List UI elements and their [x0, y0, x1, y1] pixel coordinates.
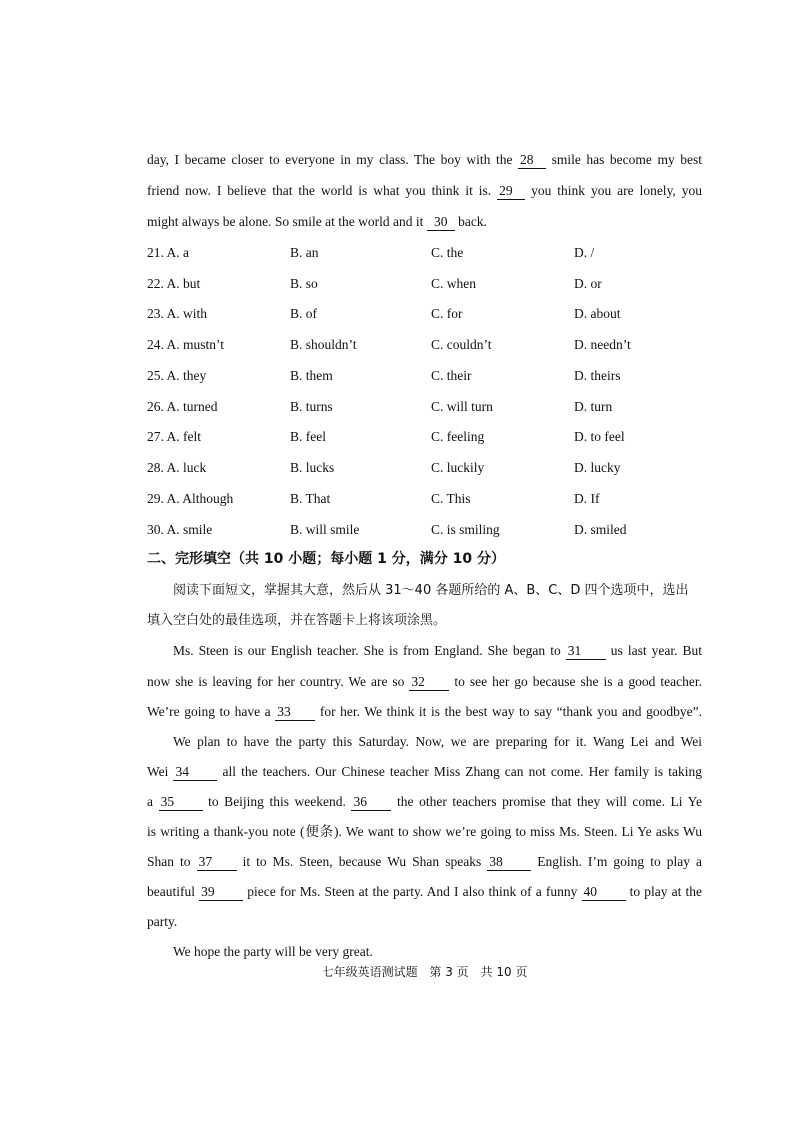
option-a: 22. A. but — [147, 276, 201, 291]
question-28-options — [147, 458, 702, 478]
passage2-p2-line4: is writing a thank-you note (便条). We want to show we’re going to miss Ms. Steen. Li Ye asks Wu — [147, 824, 702, 839]
text: a — [147, 794, 153, 809]
option-c: C. luckily — [431, 460, 485, 475]
blank-34: 34 — [173, 764, 217, 781]
option-c: C. is smiling — [431, 522, 500, 537]
option-b: B. turns — [290, 399, 333, 414]
text: the other teachers promise that they will come. Li Ye — [397, 794, 703, 809]
question-24-options — [147, 335, 702, 355]
option-d: D. turn — [574, 399, 613, 414]
passage2-p1-line1 — [173, 641, 702, 661]
text: Ms. Steen is our English teacher. She is from England. She began to — [173, 643, 561, 658]
question-27-options — [147, 427, 702, 447]
text: We’re going to have a — [147, 704, 271, 719]
question-29-options — [147, 489, 702, 509]
option-d: D. needn’t — [574, 337, 631, 352]
option-c: C. when — [431, 276, 476, 291]
option-b: B. will smile — [290, 522, 360, 537]
option-d: D. about — [574, 306, 621, 321]
blank-28: 28 — [518, 152, 546, 169]
option-b: B. That — [290, 491, 331, 506]
text: back. — [458, 214, 487, 229]
instructions-line1: 阅读下面短文，掌握其大意，然后从 31～40 各题所给的 A、B、C、D 四个选项中，选出 — [173, 583, 689, 598]
text: might always be alone. So smile at the world and it — [147, 214, 424, 229]
option-d: D. or — [574, 276, 602, 291]
option-a: 24. A. mustn’t — [147, 337, 225, 352]
blank-32: 32 — [409, 674, 449, 691]
passage2-p2-line1: We plan to have the party this Saturday. Now, we are preparing for it. Wang Lei and Wei — [173, 734, 702, 749]
option-b: B. so — [290, 276, 318, 291]
footer-title: 七年级英语测试题 — [321, 965, 418, 979]
option-b: B. them — [290, 368, 333, 383]
text: piece for Ms. Steen at the party. And I also think of a funny — [247, 884, 578, 899]
question-23-options — [147, 304, 702, 324]
passage2-p2-line5 — [147, 852, 702, 872]
passage1-line1 — [147, 150, 702, 170]
text: you think you are lonely, you — [531, 183, 703, 198]
option-a: 23. A. with — [147, 306, 208, 321]
option-c: C. for — [431, 306, 463, 321]
blank-40: 40 — [582, 884, 626, 901]
option-d: D. / — [574, 245, 595, 260]
option-c: C. feeling — [431, 429, 485, 444]
text: Wei — [147, 764, 169, 779]
option-b: B. lucks — [290, 460, 335, 475]
text: English. I’m going to play a — [537, 854, 702, 869]
blank-35: 35 — [159, 794, 203, 811]
blank-37: 37 — [197, 854, 237, 871]
text: to play at the — [629, 884, 703, 899]
blank-39: 39 — [199, 884, 243, 901]
option-a: 25. A. they — [147, 368, 207, 383]
text: to see her go because she is a good teacher. — [454, 674, 702, 689]
option-c: C. their — [431, 368, 472, 383]
option-d: D. smiled — [574, 522, 627, 537]
option-c: C. couldn’t — [431, 337, 492, 352]
blank-29: 29 — [497, 183, 525, 200]
question-30-options — [147, 520, 702, 540]
option-b: B. shouldn’t — [290, 337, 357, 352]
text: all the teachers. Our Chinese teacher Miss Zhang can not come. Her family is taking — [222, 764, 702, 779]
option-b: B. an — [290, 245, 319, 260]
passage2-p2-line6 — [147, 882, 702, 902]
option-d: D. If — [574, 491, 600, 506]
page-footer — [147, 962, 702, 982]
question-26-options — [147, 397, 702, 417]
passage1-line2 — [147, 181, 702, 201]
passage1-line3 — [147, 212, 487, 232]
blank-36: 36 — [351, 794, 391, 811]
blank-30: 30 — [427, 214, 455, 231]
option-d: D. lucky — [574, 460, 621, 475]
option-b: B. of — [290, 306, 317, 321]
passage2-p2-line7: party. — [147, 914, 178, 929]
option-b: B. feel — [290, 429, 326, 444]
passage2-p2-line3 — [147, 792, 702, 812]
text: now she is leaving for her country. We are so — [147, 674, 405, 689]
footer-page-number: 第 3 页 — [429, 965, 469, 979]
text: friend now. I believe that the world is what you think it is. — [147, 183, 492, 198]
blank-33: 33 — [275, 704, 315, 721]
passage2-p2-line2 — [147, 762, 702, 782]
passage2-p1-line3 — [147, 702, 702, 722]
passage2-p1-line2 — [147, 672, 702, 692]
option-c: C. This — [431, 491, 471, 506]
option-a: 30. A. smile — [147, 522, 213, 537]
passage2-p3: We hope the party will be very great. — [173, 944, 373, 959]
option-d: D. theirs — [574, 368, 621, 383]
footer-total-pages: 共 10 页 — [480, 965, 528, 979]
question-21-options — [147, 243, 702, 263]
instructions-line2: 填入空白处的最佳选项，并在答题卡上将该项涂黑。 — [147, 613, 447, 628]
text: to Beijing this weekend. — [208, 794, 346, 809]
text: for her. We think it is the best way to say “thank you and goodbye”. — [319, 704, 702, 719]
option-d: D. to feel — [574, 429, 625, 444]
text: beautiful — [147, 884, 195, 899]
text: smile has become my best — [551, 152, 703, 167]
blank-38: 38 — [487, 854, 531, 871]
option-a: 27. A. felt — [147, 429, 201, 444]
question-22-options — [147, 274, 702, 294]
blank-31: 31 — [566, 643, 606, 660]
option-a: 28. A. luck — [147, 460, 207, 475]
section-title: 二、完形填空（共 10 小题；每小题 1 分，满分 10 分） — [147, 551, 505, 567]
text: Shan to — [147, 854, 191, 869]
question-25-options — [147, 366, 702, 386]
option-c: C. will turn — [431, 399, 493, 414]
option-a: 21. A. a — [147, 245, 189, 260]
text: it to Ms. Steen, because Wu Shan speaks — [242, 854, 482, 869]
text: day, I became closer to everyone in my class. The boy with the — [147, 152, 513, 167]
option-a: 26. A. turned — [147, 399, 218, 414]
text: us last year. But — [610, 643, 703, 658]
option-c: C. the — [431, 245, 464, 260]
option-a: 29. A. Although — [147, 491, 234, 506]
